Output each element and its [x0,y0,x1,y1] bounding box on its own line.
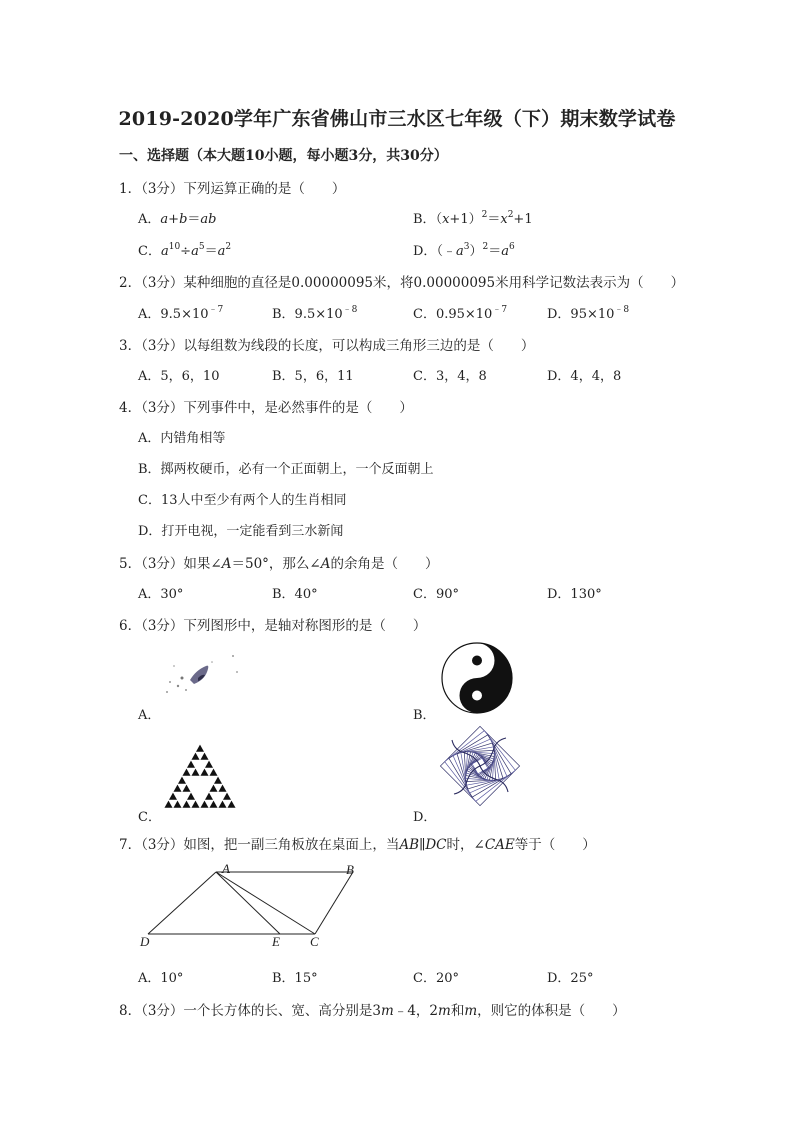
question-1-stem: 1．（3分）下列运算正确的是（ ） [119,181,346,197]
question-6-stem: 6．（3分）下列图形中，是轴对称图形的是（ ） [119,618,427,634]
question-4-option-c: C．13人中至少有两个人的生肖相同 [138,493,347,508]
question-3-stem: 3．（3分）以每组数为线段的长度，可以构成三角形三边的是（ ） [119,338,535,354]
question-4-option-b: B．掷两枚硬币，必有一个正面朝上，一个反面朝上 [138,462,434,477]
question-2-option-a: A．$9.5\times 10^{﹣7}$ [138,305,224,322]
point-e-label: E [272,934,280,949]
question-2-option-d: D．$95\times 10^{﹣8}$ [547,305,630,322]
question-8-stem: 8．（3分）一个长方体的长、宽、高分别是3m﹣4，2m和m，则它的体积是（ ） [119,1003,626,1019]
question-7-option-d: D．25° [547,971,594,986]
yin-yang-figure [440,641,514,715]
question-1-option-b: B．$(x+1)^2=x^2+1$ [413,210,533,227]
point-c-label: C [310,934,319,949]
question-5-option-b: B．40° [272,587,318,602]
question-3-option-d: D．4，4，8 [547,369,622,384]
question-7-option-b: B．15° [272,971,318,986]
sierpinski-triangle-figure [162,742,238,810]
question-6-option-a: A． [138,708,161,723]
question-5-option-d: D．130° [547,587,602,602]
question-6-option-b: B． [413,708,436,723]
triangle-board-diagram [135,860,365,952]
question-5-option-c: C．90° [413,587,459,602]
question-1-option-a: A．a+b＝ab [138,212,217,227]
question-4-option-a: A．内错角相等 [138,431,226,446]
question-3-option-c: C．3，4，8 [413,369,487,384]
question-7-option-a: A．10° [138,971,184,986]
spiral-square-figure [438,724,522,808]
question-6-option-c: C． [138,810,161,825]
page-title: 2019-2020学年广东省佛山市三水区七年级（下）期末数学试卷 [118,108,676,130]
question-1-option-d: D．$(﹣a^3)^2=a^6$ [413,242,515,259]
question-2-option-c: C．$0.95\times 10^{﹣7}$ [413,305,508,322]
question-5-option-a: A．30° [138,587,184,602]
question-3-option-b: B．5，6，11 [272,369,354,384]
question-3-option-a: A．5，6，10 [138,369,220,384]
question-1-option-c: C．$a^{10}\div a^5=a^2$ [138,242,232,259]
point-d-label: D [140,934,150,949]
question-7-option-c: C．20° [413,971,459,986]
question-2-option-b: B．$9.5\times 10^{﹣8}$ [272,305,358,322]
point-a-label: A [222,861,230,876]
question-5-stem: 5．（3分）如果∠A＝50°，那么∠A的余角是（ ） [119,556,439,572]
question-4-option-d: D．打开电视，一定能看到三水新闻 [138,524,344,539]
question-6-option-d: D． [413,810,437,825]
point-b-label: B [346,862,354,877]
question-4-stem: 4．（3分）下列事件中，是必然事件的是（ ） [119,400,413,416]
splash-figure [158,648,248,698]
section-heading: 一、选择题（本大题10小题，每小题3分，共30分） [119,148,448,164]
question-7-stem: 7．（3分）如图，把一副三角板放在桌面上，当AB∥DC时，∠CAE等于（ ） [119,837,596,853]
question-2-stem: 2．（3分）某种细胞的直径是0.00000095米，将0.00000095米用科学记数法表示为（ ） [119,275,685,291]
